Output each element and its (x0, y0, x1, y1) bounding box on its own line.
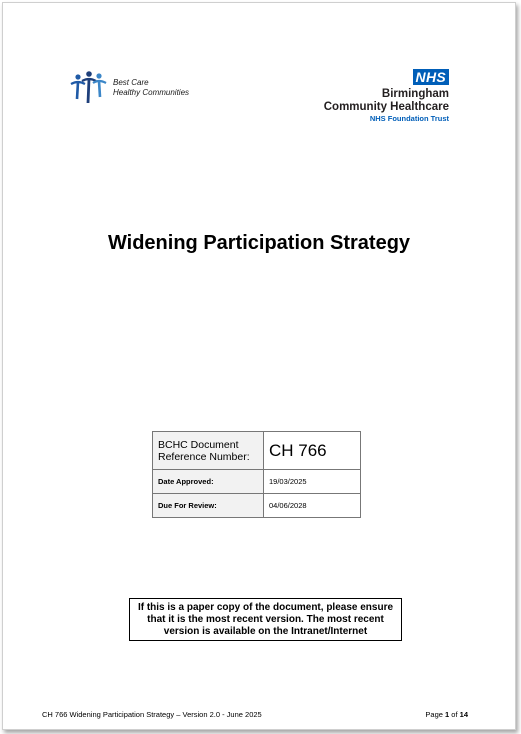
date-approved-value: 19/03/2025 (264, 470, 361, 494)
nhs-logo (269, 69, 449, 123)
nhs-foundation-trust: NHS Foundation Trust (369, 114, 449, 123)
table-row (153, 470, 361, 494)
page-current: 1 (445, 710, 450, 719)
paper-copy-notice: If this is a paper copy of the document, please ensure that it is the most recent version. The most recent version is available on the Intranet/Internet (129, 598, 402, 641)
page-total: 14 (459, 710, 468, 719)
reference-value: CH 766 (264, 432, 361, 470)
table-row (153, 432, 361, 470)
page-of: of (451, 710, 458, 719)
nhs-trust-name-line2: Community Healthcare (323, 101, 449, 113)
reference-table (152, 431, 361, 518)
footer-document-info: CH 766 Widening Participation Strategy – Version 2.0 - June 2025 (42, 710, 262, 719)
reference-label: BCHC Document Reference Number: (153, 432, 264, 470)
due-for-review-value: 04/06/2028 (264, 494, 361, 518)
best-care-line1: Best Care (113, 78, 149, 87)
document-title: Widening Participation Strategy (107, 232, 411, 254)
best-care-text (113, 78, 189, 98)
nhs-trust-name-line1: Birmingham (381, 88, 449, 100)
page-prefix: Page (425, 710, 443, 719)
people-figures-icon (69, 69, 111, 109)
document-page (2, 2, 516, 730)
footer-page-number (425, 710, 468, 719)
table-row (153, 494, 361, 518)
nhs-badge: NHS (413, 69, 449, 85)
due-for-review-label: Due For Review: (153, 494, 264, 518)
best-care-line2: Healthy Communities (113, 88, 190, 97)
date-approved-label: Date Approved: (153, 470, 264, 494)
best-care-logo (69, 69, 209, 109)
